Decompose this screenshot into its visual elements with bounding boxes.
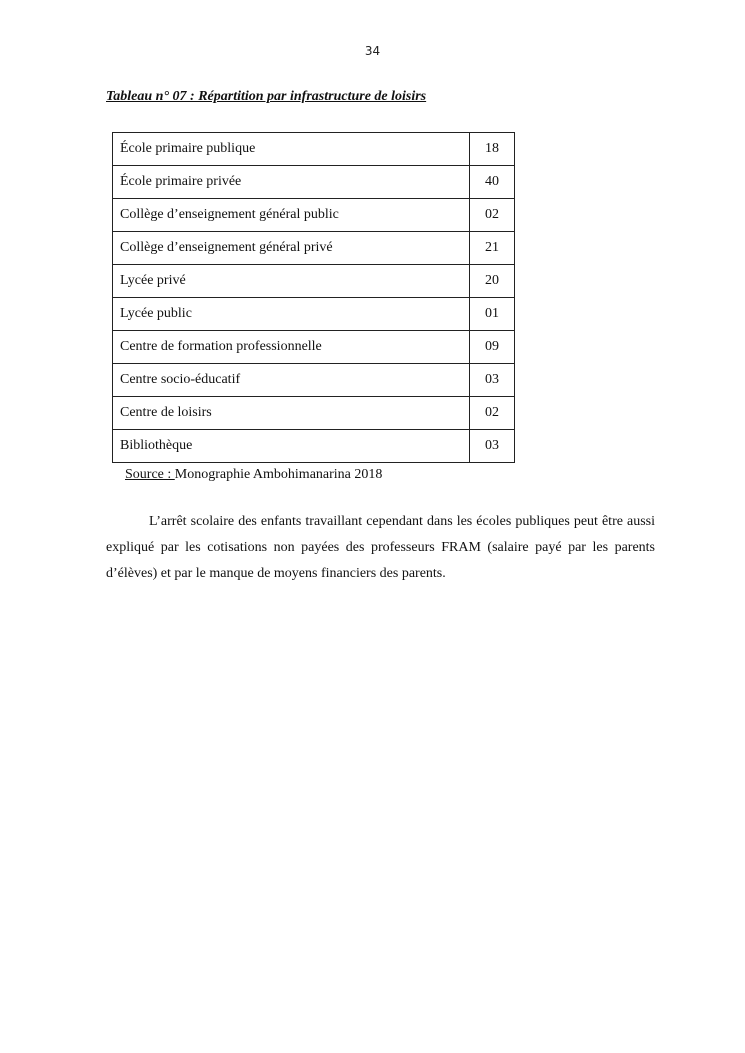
- row-label: École primaire publique: [113, 133, 470, 166]
- row-value: 20: [470, 265, 515, 298]
- page-number: 34: [364, 44, 381, 58]
- row-value: 09: [470, 331, 515, 364]
- row-label: École primaire privée: [113, 166, 470, 199]
- table-source: [125, 467, 382, 483]
- source-text: Monographie Ambohimanarina 2018: [174, 467, 383, 482]
- table-row: [113, 397, 515, 430]
- row-value: 18: [470, 133, 515, 166]
- table-row: [113, 298, 515, 331]
- source-label: Source :: [125, 467, 175, 482]
- row-label: Lycée public: [113, 298, 470, 331]
- row-label: Collège d’enseignement général public: [113, 199, 470, 232]
- body-paragraph: L’arrêt scolaire des enfants travaillant cependant dans les écoles publiques peut être aussi expliqué par les cotisations non payées des professeurs FRAM (salaire payé par les parents d’élèves) et par le manque de moyens financiers des parents.: [106, 514, 655, 581]
- row-value: 02: [470, 397, 515, 430]
- row-label: Lycée privé: [113, 265, 470, 298]
- table-row: [113, 166, 515, 199]
- row-label: Bibliothèque: [113, 430, 470, 463]
- table-row: [113, 265, 515, 298]
- table-title: Tableau n° 07 : Répartition par infrastructure de loisirs: [106, 89, 427, 104]
- row-value: 21: [470, 232, 515, 265]
- row-value: 40: [470, 166, 515, 199]
- table-row: [113, 331, 515, 364]
- infrastructure-table: [112, 132, 515, 463]
- table-row: [113, 364, 515, 397]
- row-value: 01: [470, 298, 515, 331]
- row-value: 03: [470, 430, 515, 463]
- row-label: Collège d’enseignement général privé: [113, 232, 470, 265]
- row-label: Centre de formation professionnelle: [113, 331, 470, 364]
- table-row: [113, 232, 515, 265]
- row-value: 03: [470, 364, 515, 397]
- table-row: [113, 133, 515, 166]
- table-row: [113, 199, 515, 232]
- row-value: 02: [470, 199, 515, 232]
- row-label: Centre socio-éducatif: [113, 364, 470, 397]
- table-row: [113, 430, 515, 463]
- row-label: Centre de loisirs: [113, 397, 470, 430]
